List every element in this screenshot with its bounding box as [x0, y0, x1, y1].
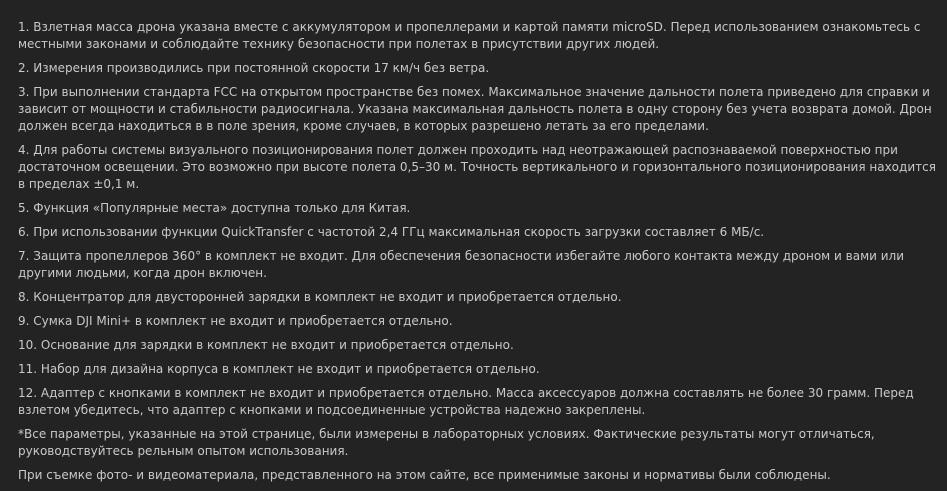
footnote-lab-conditions: *Все параметры, указанные на этой странице, были измерены в лабораторных условиях. Фактические результаты могут отличаться, руководствуйтесь рельным опытом использования.	[18, 427, 875, 458]
footnote-2-measurement-speed: 2. Измерения производились при постоянной скорости 17 км/ч без ветра.	[18, 61, 490, 75]
footnote-11-design-kit: 11. Набор для дизайна корпуса в комплект не входит и приобретается отдельно.	[18, 362, 540, 376]
footnote-3-fcc-range: 3. При выполнении стандарта FCC на открытом пространстве без помех. Максимальное значение дальности полета приведено для справки и зависит от мощности и стабильности радиосигнала. Указана максимальная дальность полета в одну сторону без учета возврата домой. Дрон должен всегда находиться в в поле зрения, кроме случаев, в которых разрешено летать за его пределами.	[18, 85, 932, 133]
footnote-8-charging-hub: 8. Концентратор для двусторонней зарядки в комплект не входит и приобретается отдельно.	[18, 290, 622, 304]
footnote-10-charging-base: 10. Основание для зарядки в комплект не входит и приобретается отдельно.	[18, 338, 514, 352]
footnote-7-propeller-guard: 7. Защита пропеллеров 360° в комплект не входит. Для обеспечения безопасности избегайте любого контакта между дроном и вами или другими людьми, когда дрон включен.	[18, 249, 905, 280]
footnote-1-flight-weight: 1. Взлетная масса дрона указана вместе с аккумулятором и пропеллерами и картой памяти microSD. Перед использованием ознакомьтесь с местными законами и соблюдайте технику безопасности при полетах в присутствии других людей.	[18, 20, 921, 51]
footnote-9-bag: 9. Сумка DJI Mini+ в комплект не входит и приобретается отдельно.	[18, 314, 453, 328]
footnote-4-vision-positioning: 4. Для работы системы визуального позиционирования полет должен проходить над неотражающей распознаваемой поверхностью при достаточном освещении. Это возможно при высоте полета 0,5–30 м. Точность вертикального и горизонтального позиционирования находится в пределах ±0,1 м.	[18, 143, 936, 191]
footnote-12-button-adapter: 12. Адаптер с кнопками в комплект не входит и приобретается отдельно. Масса аксессуаров должна составлять не более 30 грамм. Перед взлетом убедитесь, что адаптер с кнопками и подсоединенные устройства надежно закреплены.	[18, 386, 914, 417]
footnote-6-quicktransfer: 6. При использовании функции QuickTransfer с частотой 2,4 ГГц максимальная скорость загрузки составляет 6 МБ/с.	[18, 225, 765, 239]
footnote-legal-compliance: При съемке фото- и видеоматериала, представленного на этом сайте, все применимые законы и нормативы были соблюдены.	[18, 468, 831, 482]
footnote-5-popular-places: 5. Функция «Популярные места» доступна только для Китая.	[18, 201, 411, 215]
footnotes-list	[18, 19, 938, 491]
